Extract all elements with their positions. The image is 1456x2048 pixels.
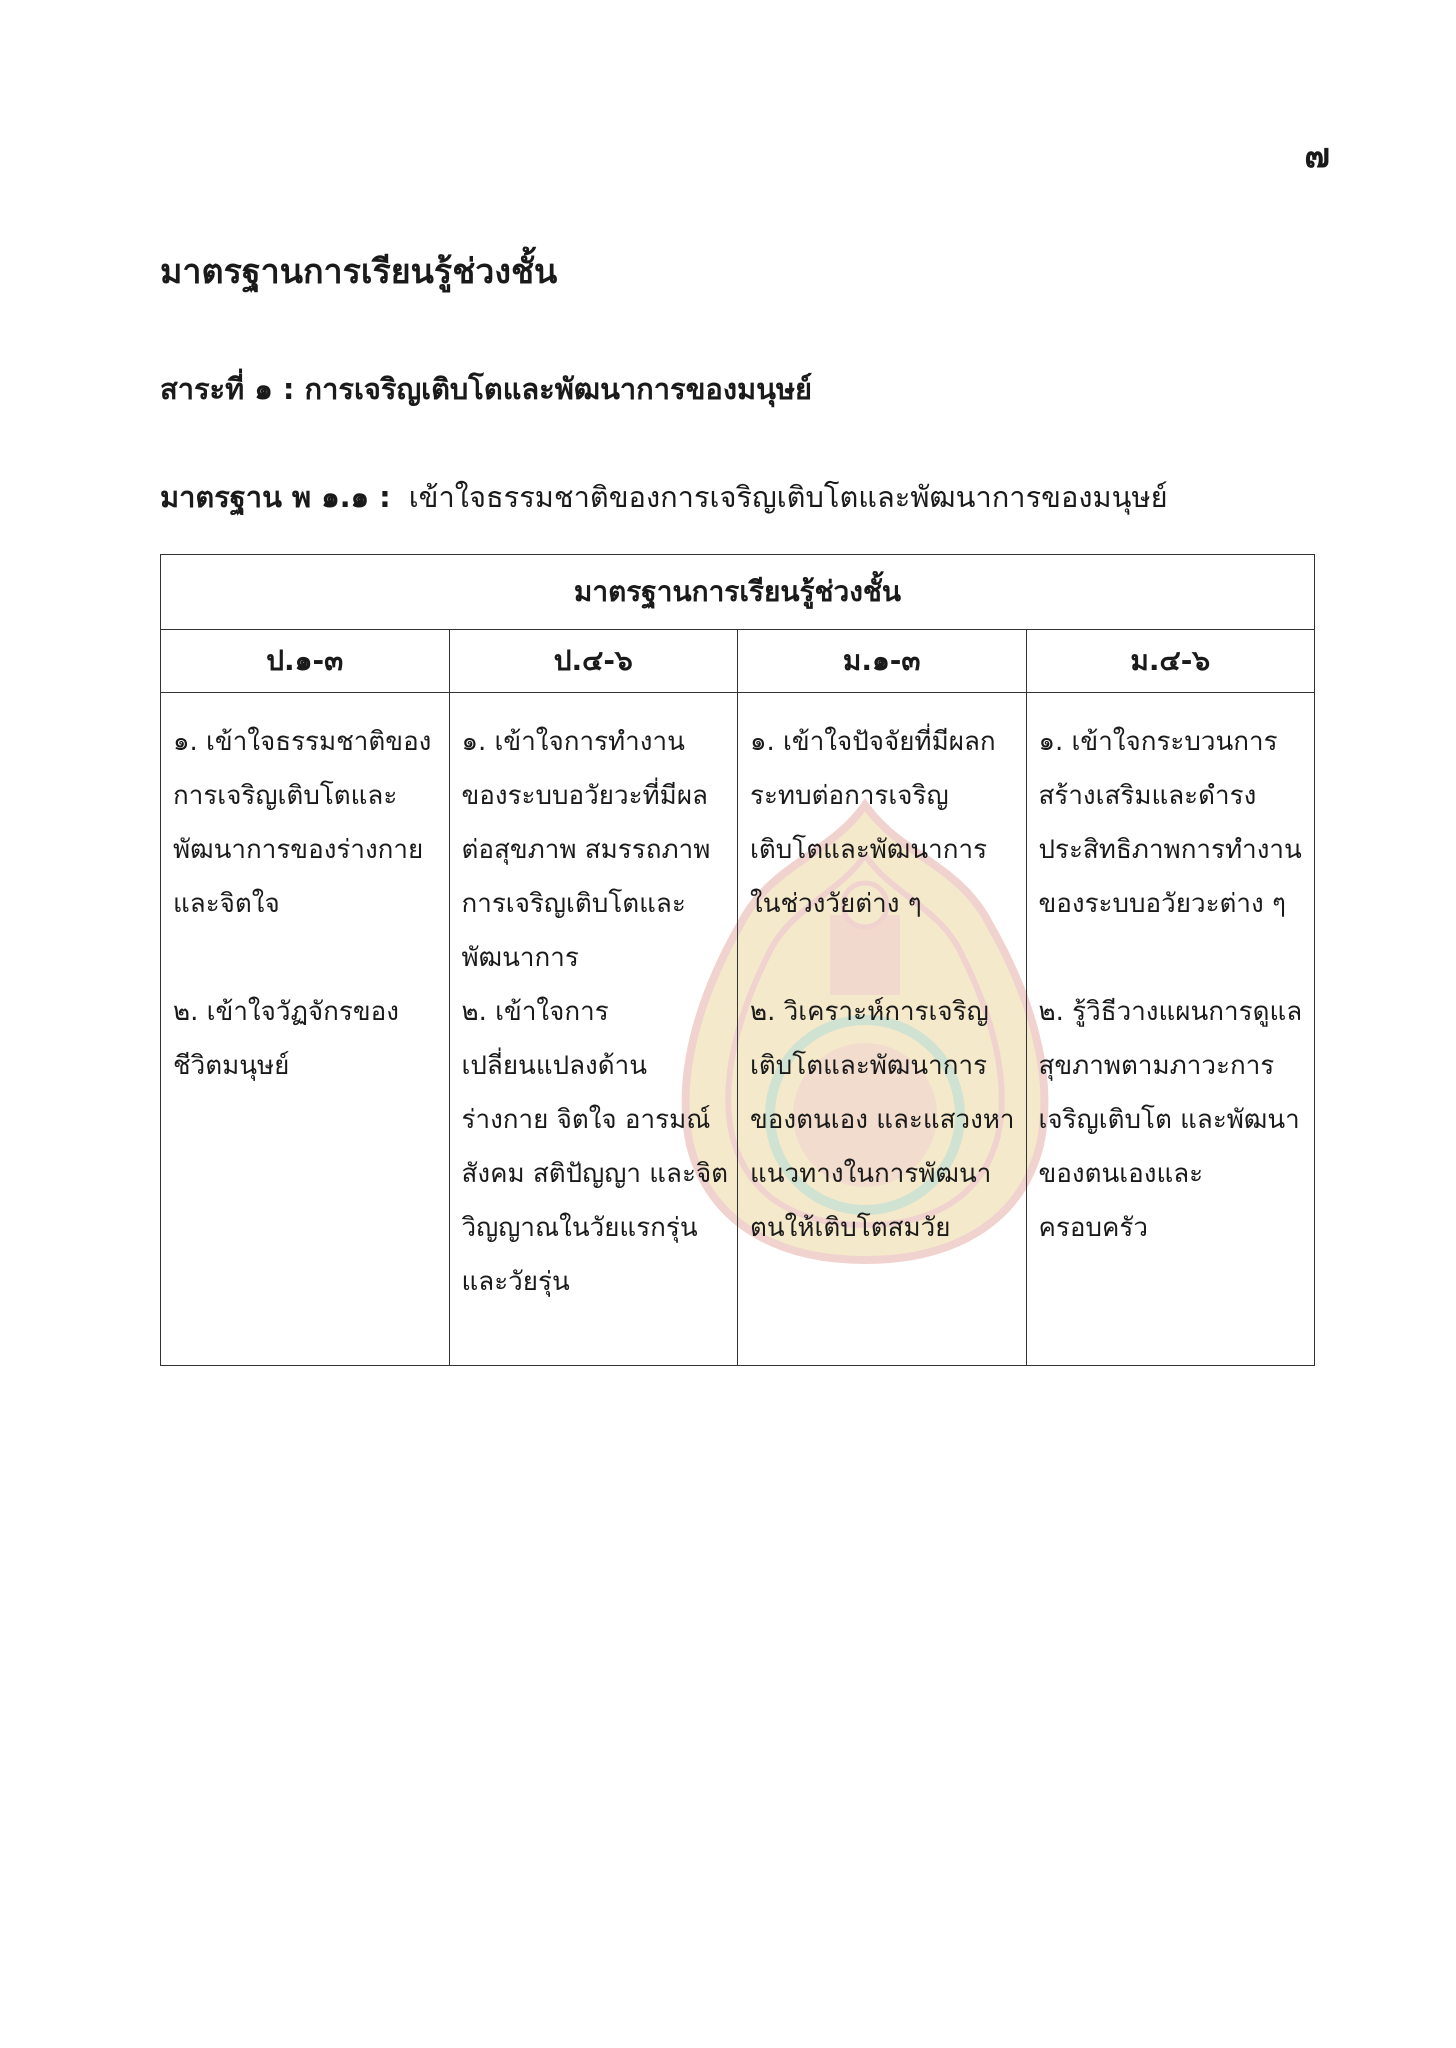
indicator-item: ๒. เข้าใจการเปลี่ยนแปลงด้านร่างกาย จิตใจ อารมณ์ สังคม สติปัญญา และจิตวิญญาณในวัยแรกรุ่นและวัยรุ่น xyxy=(461,997,729,1297)
indicators-m1-3 xyxy=(738,693,1027,1366)
indicator-item: ๒. รู้วิธีวางแผนการดูแลสุขภาพตามภาวะการเจริญเติบโต และพัฒนาของตนเองและครอบครัว xyxy=(1038,997,1303,1243)
standard-statement xyxy=(160,474,1168,520)
page-heading: มาตรฐานการเรียนรู้ช่วงชั้น xyxy=(160,252,558,292)
grade-header-p4-6: ป.๔-๖ xyxy=(449,630,738,693)
grade-header-p1-3: ป.๑-๓ xyxy=(161,630,450,693)
table-caption: มาตรฐานการเรียนรู้ช่วงชั้น xyxy=(161,555,1315,630)
standard-text: เข้าใจธรรมชาติของการเจริญเติบโตและพัฒนาการของมนุษย์ xyxy=(408,480,1168,514)
standard-code: มาตรฐาน พ ๑.๑ : xyxy=(160,480,391,514)
indicator-item: ๑. เข้าใจกระบวนการสร้างเสริมและดำรงประสิทธิภาพการทำงานของระบบอวัยวะต่าง ๆ xyxy=(1038,727,1302,919)
indicators-p1-3 xyxy=(161,693,450,1366)
indicator-item: ๑. เข้าใจธรรมชาติของการเจริญเติบโตและพัฒนาการของร่างกายและจิตใจ xyxy=(173,727,432,919)
learning-standards-table xyxy=(160,554,1315,1366)
indicator-item: ๒. เข้าใจวัฏจักรของชีวิตมนุษย์ xyxy=(173,997,399,1081)
page-number: ๗ xyxy=(1304,136,1330,176)
indicator-item: ๑. เข้าใจการทำงานของระบบอวัยวะที่มีผลต่อสุขภาพ สมรรถภาพการเจริญเติบโตและพัฒนาการ xyxy=(461,727,711,973)
indicator-item: ๑. เข้าใจปัจจัยที่มีผลกระทบต่อการเจริญเติบโตและพัฒนาการในช่วงวัยต่าง ๆ xyxy=(750,727,996,919)
indicators-p4-6 xyxy=(449,693,738,1366)
grade-header-m1-3: ม.๑-๓ xyxy=(738,630,1027,693)
grade-header-m4-6: ม.๔-๖ xyxy=(1026,630,1315,693)
strand-title: สาระที่ ๑ : การเจริญเติบโตและพัฒนาการของมนุษย์ xyxy=(160,372,813,406)
indicators-m4-6 xyxy=(1026,693,1315,1366)
indicator-item: ๒. วิเคราะห์การเจริญเติบโตและพัฒนาการของตนเอง และแสวงหาแนวทางในการพัฒนาตนให้เติบโตสมวัย xyxy=(750,997,1015,1243)
